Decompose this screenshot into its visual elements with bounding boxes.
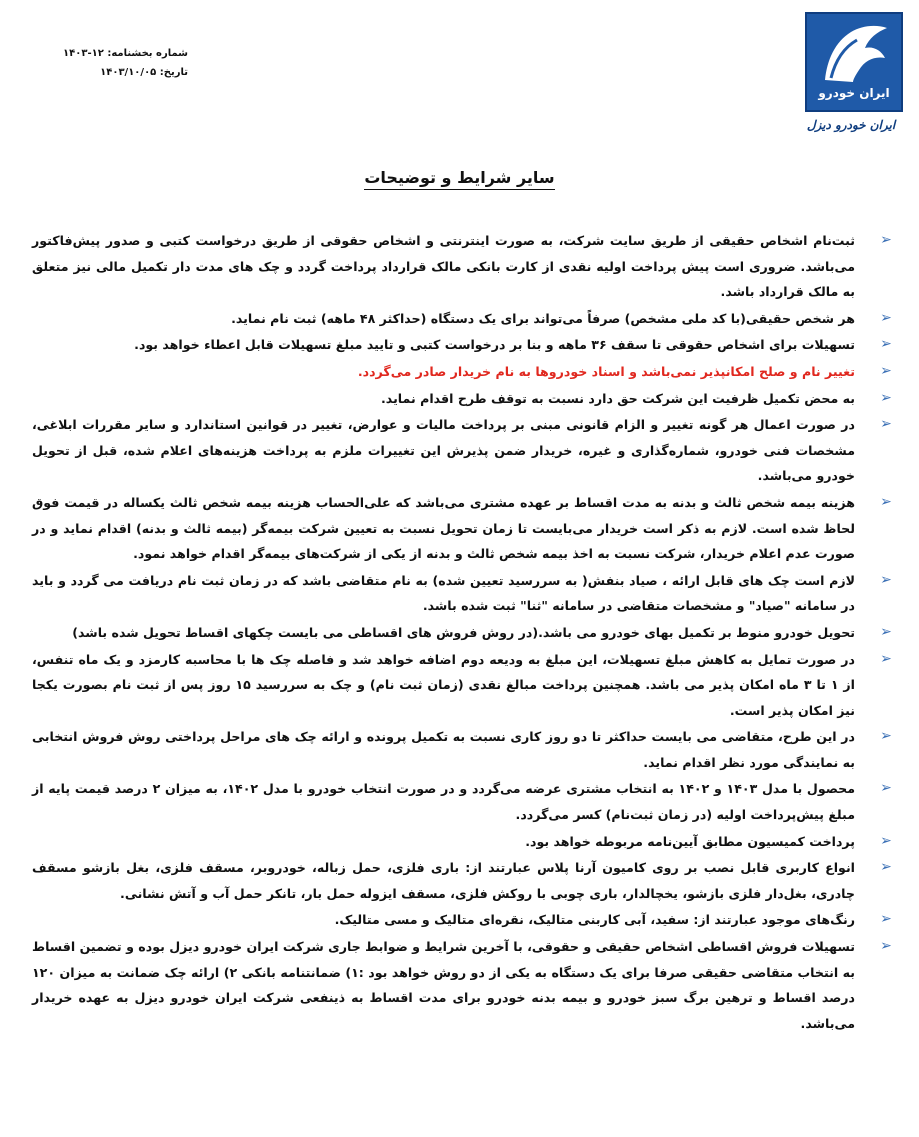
list-item	[32, 855, 892, 906]
chevron-arrow-icon: ➢	[880, 232, 892, 248]
chevron-arrow-icon: ➢	[880, 728, 892, 745]
document-meta	[58, 44, 188, 82]
chevron-arrow-icon: ➢	[880, 493, 892, 510]
list-item-text: محصول با مدل ۱۴۰۳ و ۱۴۰۲ به انتخاب مشتری عرضه می‌گردد و در صورت انتخاب خودرو با مدل ۱۴۰۲، به میزان ۲ درصد قیمت پایه از مبلغ پیش‌پرداخت اولیه (در زمان ثبت‌نام) کسر می‌گردد.	[32, 781, 855, 823]
logo-sub-text: ایران خودرو دیزل	[806, 118, 896, 132]
list-item-text: تسهیلات فروش اقساطی اشخاص حقیقی و حقوقی، با آخرین شرایط و ضوابط جاری شرکت ایران خودرو دیزل بوده و تضمین اقساط به انتخاب متقاضی حقیقی صرفا برای یک دستگاه به یکی از دو روش خواهد بود :۱) ضمانتنامه بانکی ۲) ارائه چک ضمانت به میزان ۱۲۰ درصد اقساط و ترهین برگ سبز خودرو و بیمه بدنه خودرو برای مدت اقساط به ذینفعی شرکت ایران خودرو دیزل به عهده خریدار می‌باشد.	[32, 939, 855, 1031]
list-item	[32, 829, 892, 855]
list-item-text: تسهیلات برای اشخاص حقوقی تا سقف ۳۶ ماهه و بنا بر درخواست کتبی و تایید مبلغ تسهیلات قابل اعطاء خواهد بود.	[134, 337, 855, 353]
chevron-arrow-icon: ➢	[880, 780, 892, 797]
chevron-arrow-icon: ➢	[880, 938, 892, 955]
list-item	[32, 332, 892, 358]
list-item-text: ثبت‌نام اشخاص حقیقی از طریق سایت شرکت، به صورت اینترنتی و اشخاص حقوقی از طریق درخواست کتبی و صدور پیش‌فاکتور می‌باشد. ضروری است پیش پرداخت اولیه نقدی از کارت بانکی مالک قرارداد پرداخت گردد و چک های مدت دار تکمیل مالی نیز متعلق به مالک قرارداد باشد.	[32, 233, 855, 300]
list-item-text: هر شخص حقیقی(با کد ملی مشخص) صرفاً می‌تواند برای یک دستگاه (حداکثر ۴۸ ماهه) ثبت نام نماید.	[231, 310, 855, 326]
list-item	[32, 490, 892, 567]
list-item	[32, 907, 892, 933]
list-item-text: تغییر نام و صلح امکانپذیر نمی‌باشد و اسناد خودروها به نام خریدار صادر می‌گردد.	[357, 363, 855, 379]
document-date: تاریخ: ۱۴۰۳/۱۰/۰۵	[100, 67, 188, 78]
list-item	[32, 647, 892, 724]
logo-brand-text: ایران خودرو	[818, 86, 890, 100]
chevron-arrow-icon: ➢	[880, 362, 892, 379]
list-item-text: لازم است چک های قابل ارائه ، صیاد بنفش( به سررسید تعیین شده) به نام متقاضی باشد که در زمان ثبت نام دریافت می گردد و باید در سامانه "صیاد" و مشخصات متقاضی در سامانه "ثنا" ثبت شده باشد.	[32, 572, 855, 614]
logo-badge	[805, 12, 903, 112]
company-logo	[799, 12, 903, 140]
list-item	[32, 306, 892, 332]
list-item	[32, 386, 892, 412]
list-item-text: انواع کاربری قابل نصب بر روی کامیون آرنا پلاس عبارتند از: باری فلزی، حمل زباله، خودروبر، مسقف فلزی، بغل بازشو مسقف چادری، بغل‌دار فلزی بازشو، یخچالدار، باری چوبی با روکش فلزی، مسقف ایزوله حمل بار، تانکر حمل آب و آتش نشانی.	[32, 860, 855, 901]
list-item	[32, 228, 892, 305]
list-item	[32, 568, 892, 619]
chevron-arrow-icon: ➢	[880, 911, 892, 928]
list-item	[32, 620, 892, 646]
list-item-text: تحویل خودرو منوط بر تکمیل بهای خودرو می باشد.(در روش فروش های اقساطی می بایست چکهای اقساط تحویل شده باشد)	[72, 624, 855, 640]
chevron-arrow-icon: ➢	[880, 309, 892, 326]
chevron-arrow-icon: ➢	[880, 416, 892, 433]
list-item-text: در صورت تمایل به کاهش مبلغ تسهیلات، این مبلغ به ودیعه دوم اضافه خواهد شد و فاصله چک ها با محاسبه کارمزد و یک ماه تنفس، از ۱ تا ۳ ماه امکان پذیر می باشد. همچنین پرداخت مبالغ نقدی (زمان ثبت نام) و چک به سررسید ۱۵ روز پس از ثبت نام بصورت یکجا نیز امکان پذیر است.	[32, 651, 855, 718]
horse-head-icon	[817, 20, 893, 84]
list-item-text: به محض تکمیل ظرفیت این شرکت حق دارد نسبت به توقف طرح اقدام نماید.	[381, 390, 855, 406]
list-item-text: رنگ‌های موجود عبارتند از: سفید، آبی کاربنی متالیک، نقره‌ای متالیک و مسی متالیک.	[334, 912, 855, 928]
terms-list	[32, 228, 892, 1037]
list-item	[32, 776, 892, 827]
list-item	[32, 359, 892, 385]
list-item	[32, 724, 892, 775]
page-title-text: سایر شرایط و توضیحات	[364, 168, 554, 190]
chevron-arrow-icon: ➢	[880, 623, 892, 640]
chevron-arrow-icon: ➢	[880, 389, 892, 406]
chevron-arrow-icon: ➢	[880, 336, 892, 353]
list-item-text: در این طرح، متقاضی می بایست حداکثر تا دو روز کاری نسبت به تکمیل پرونده و ارائه چک های مراحل پرداختی روش فروش انتخابی به نمایندگی مورد نظر اقدام نماید.	[32, 729, 855, 770]
chevron-arrow-icon: ➢	[880, 650, 892, 667]
chevron-arrow-icon: ➢	[880, 832, 892, 849]
list-item-text: پرداخت کمیسیون مطابق آیین‌نامه مربوطه خواهد بود.	[525, 833, 855, 849]
list-item	[32, 934, 892, 1036]
chevron-arrow-icon: ➢	[880, 571, 892, 588]
list-item-text: هزینه بیمه شخص ثالث و بدنه به مدت اقساط بر عهده مشتری می‌باشد که علی‌الحساب هزینه بیمه شخص ثالث یکساله در قیمت فوق لحاظ شده است. لازم به ذکر است خریدار می‌بایست تا زمان تحویل نسبت به تعیین شرکت بیمه‌گر (بیمه ثالث و بدنه) اقدام نماید و در صورت عدم اعلام خریدار، شرکت نسبت به اخذ بیمه شخص ثالث و بدنه از یکی از شرکت‌های بیمه‌گر اقدام خواهد نمود.	[32, 494, 855, 562]
list-item	[32, 412, 892, 489]
list-item-text: در صورت اعمال هر گونه تغییر و الزام قانونی مبنی بر پرداخت مالیات و عوارض، تغییر در قوانین استاندارد و سایر مقررات ابلاغی، مشخصات فنی خودرو، شماره‌گذاری و غیره، خریدار ضمن پذیرش این تغییرات ملزم به پرداخت هزینه‌های اعلام شده، قبل از تحویل خودرو می‌باشد.	[32, 417, 855, 484]
chevron-arrow-icon: ➢	[880, 859, 892, 876]
circular-number: شماره بخشنامه: ۱۲-۱۴۰۳	[63, 48, 188, 59]
page-title	[0, 168, 919, 187]
